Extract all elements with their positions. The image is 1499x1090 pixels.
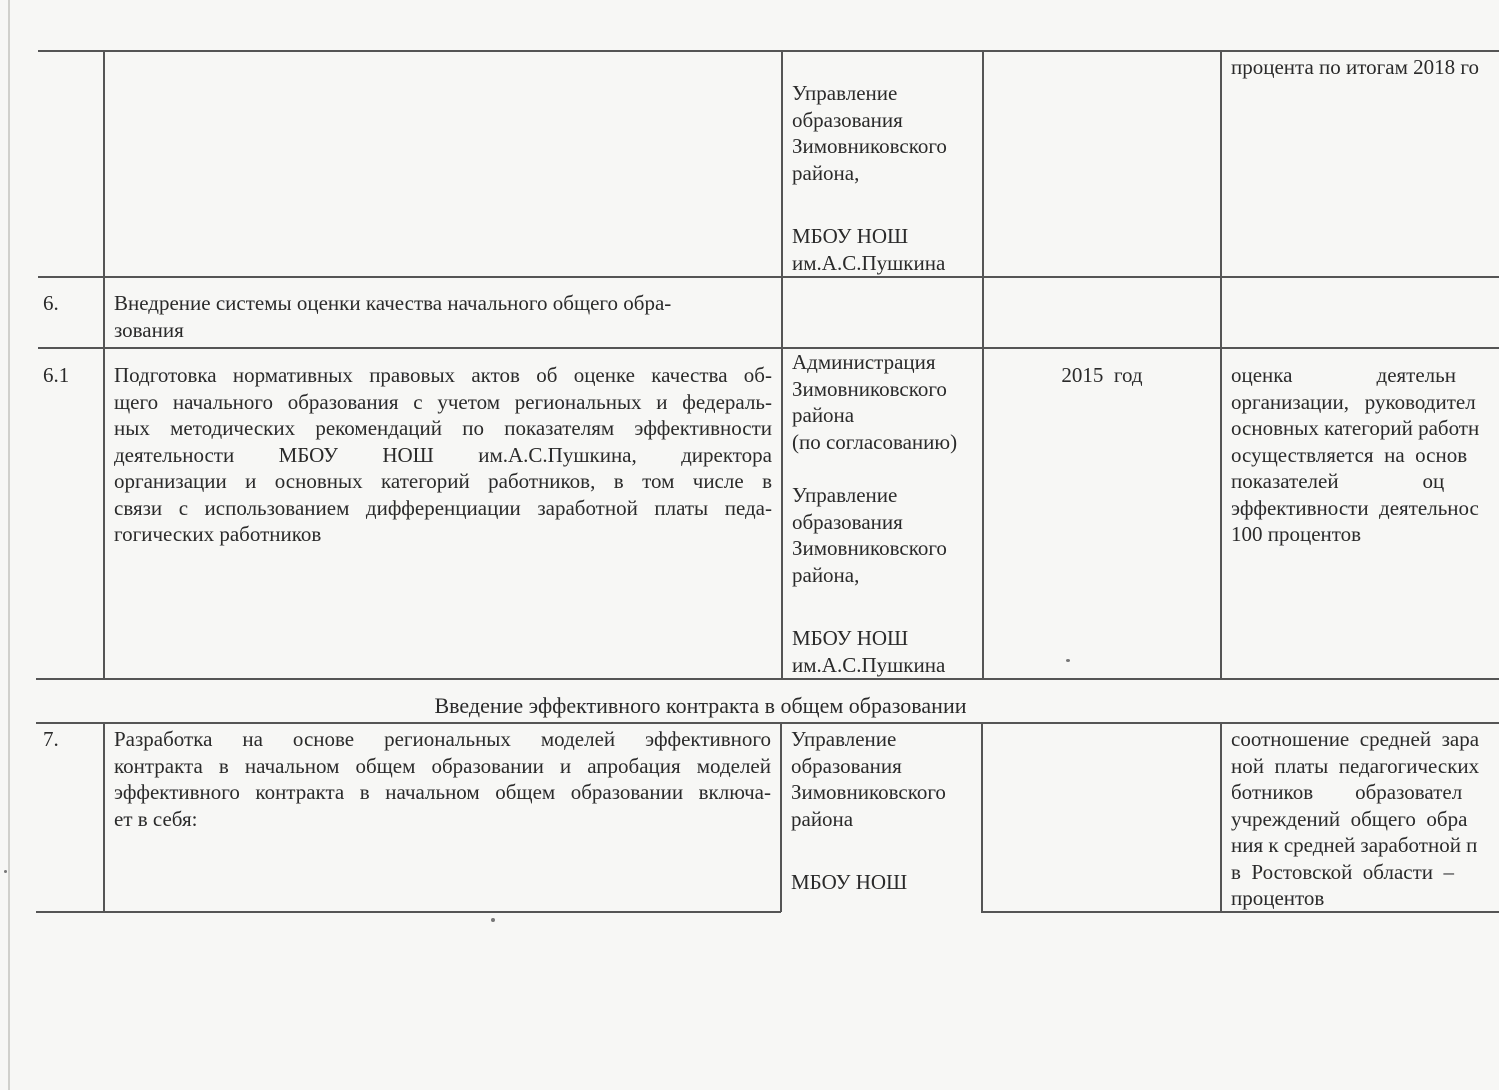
- column-divider: [103, 50, 105, 678]
- indicator-line: процента по итогам 2018 го: [1231, 55, 1479, 79]
- indicator-line: оценка деятельн: [1231, 363, 1456, 387]
- scan-speck: [1066, 659, 1070, 662]
- indicator-line: ной платы педагогических: [1231, 753, 1480, 778]
- indicator-line: организации, руководител: [1231, 389, 1476, 414]
- responsible-line: Зимовниковского: [792, 536, 947, 560]
- responsible-line: МБОУ НОШ: [792, 626, 909, 650]
- responsible-line: Управление: [791, 727, 897, 751]
- description-line: Разработка на основе региональных моделей эффективного: [114, 727, 771, 751]
- indicator-line: в Ростовской области –: [1231, 859, 1455, 884]
- description-line: Подготовка нормативных правовых актов об оценке качества об-: [114, 363, 772, 387]
- scan-speck: [4, 870, 7, 873]
- indicator-line: основных категорий работн: [1231, 416, 1480, 440]
- indicator-line: осуществляется на основ: [1231, 442, 1468, 467]
- indicator-cell: [1231, 726, 1499, 912]
- column-divider: [1220, 722, 1222, 912]
- description-line: щего начального образования с учетом региональных и федераль-: [114, 389, 772, 414]
- indicator-line: соотношение средней зара: [1231, 727, 1480, 751]
- responsible-line: МБОУ НОШ: [792, 224, 909, 248]
- description-line: ных методических рекомендаций по показателям эффективности: [114, 416, 772, 440]
- description-line: деятельности МБОУ НОШ им.А.С.Пушкина, директора: [114, 442, 772, 467]
- description-line: связи с использованием дифференциации заработной платы педа-: [114, 495, 772, 520]
- responsible-cell: [791, 726, 976, 896]
- section-title-text: Введение эффективного контракта в общем образовании: [434, 693, 967, 718]
- column-divider: [981, 722, 983, 912]
- column-divider: [1220, 50, 1222, 678]
- responsible-line: Управление: [792, 483, 898, 507]
- description-line: организации и основных категорий работников, в том числе в: [114, 469, 772, 493]
- responsible-line: МБОУ НОШ: [791, 870, 908, 894]
- row-number: 7.: [43, 727, 59, 751]
- indicator-line: процентов: [1231, 886, 1325, 910]
- description-cell: [114, 726, 771, 832]
- indicator-line: показателей оц: [1231, 469, 1445, 493]
- responsible-line: района,: [792, 160, 860, 185]
- responsible-line: Зимовниковского: [792, 134, 947, 158]
- indicator-line: 100 процентов: [1231, 522, 1362, 546]
- column-divider: [103, 722, 105, 912]
- row-divider: [36, 722, 1499, 724]
- indicator-line: учреждений общего обра: [1231, 806, 1468, 831]
- row-number: 6.: [43, 291, 59, 315]
- description-cell: [114, 290, 772, 343]
- indicator-cell: [1231, 54, 1499, 81]
- description-line: Внедрение системы оценки качества начального общего обра-: [114, 291, 672, 315]
- responsible-line: Зимовниковского: [792, 376, 947, 401]
- indicator-line: ния к средней заработной п: [1231, 833, 1478, 857]
- column-divider: [780, 722, 782, 912]
- responsible-line: района: [791, 806, 854, 831]
- column-divider: [781, 50, 783, 678]
- section-title: [36, 693, 1499, 719]
- indicator-line: ботников образовател: [1231, 780, 1463, 804]
- responsible-cell: [792, 80, 977, 276]
- row-divider: [38, 347, 1499, 349]
- description-cell: [114, 362, 772, 548]
- description-line: ет в себя:: [114, 806, 198, 831]
- responsible-line: Управление: [792, 81, 898, 105]
- deadline-cell: 2015 год: [1061, 363, 1143, 387]
- responsible-line: района: [792, 403, 855, 427]
- responsible-line: образования: [792, 509, 903, 534]
- table-border-top: [38, 50, 1499, 52]
- responsible-line: (по согласованию): [792, 429, 958, 454]
- indicator-cell: [1231, 362, 1499, 548]
- scan-page-edge: [8, 0, 10, 1090]
- responsible-line: образования: [791, 753, 902, 778]
- responsible-cell: [792, 349, 977, 678]
- row-number: 6.1: [43, 363, 70, 387]
- description-line: гогических работников: [114, 522, 322, 546]
- responsible-line: Зимовниковского: [791, 780, 946, 804]
- row-divider: [36, 678, 1499, 680]
- scan-speck: [491, 918, 495, 922]
- responsible-line: Администрация: [792, 350, 936, 374]
- responsible-line: им.А.С.Пушкина: [792, 250, 946, 275]
- description-line: эффективного контракта в начальном общем образовании включа-: [114, 780, 771, 804]
- responsible-line: района,: [792, 562, 860, 587]
- responsible-line: им.А.С.Пушкина: [792, 652, 946, 677]
- indicator-line: эффективности деятельнос: [1231, 495, 1479, 520]
- responsible-line: образования: [792, 107, 903, 132]
- table-border-bottom-left: [36, 911, 781, 913]
- row-divider: [38, 276, 1499, 278]
- description-line: контракта в начальном общем образовании и апробация моделей: [114, 753, 771, 778]
- description-line: зования: [114, 317, 184, 342]
